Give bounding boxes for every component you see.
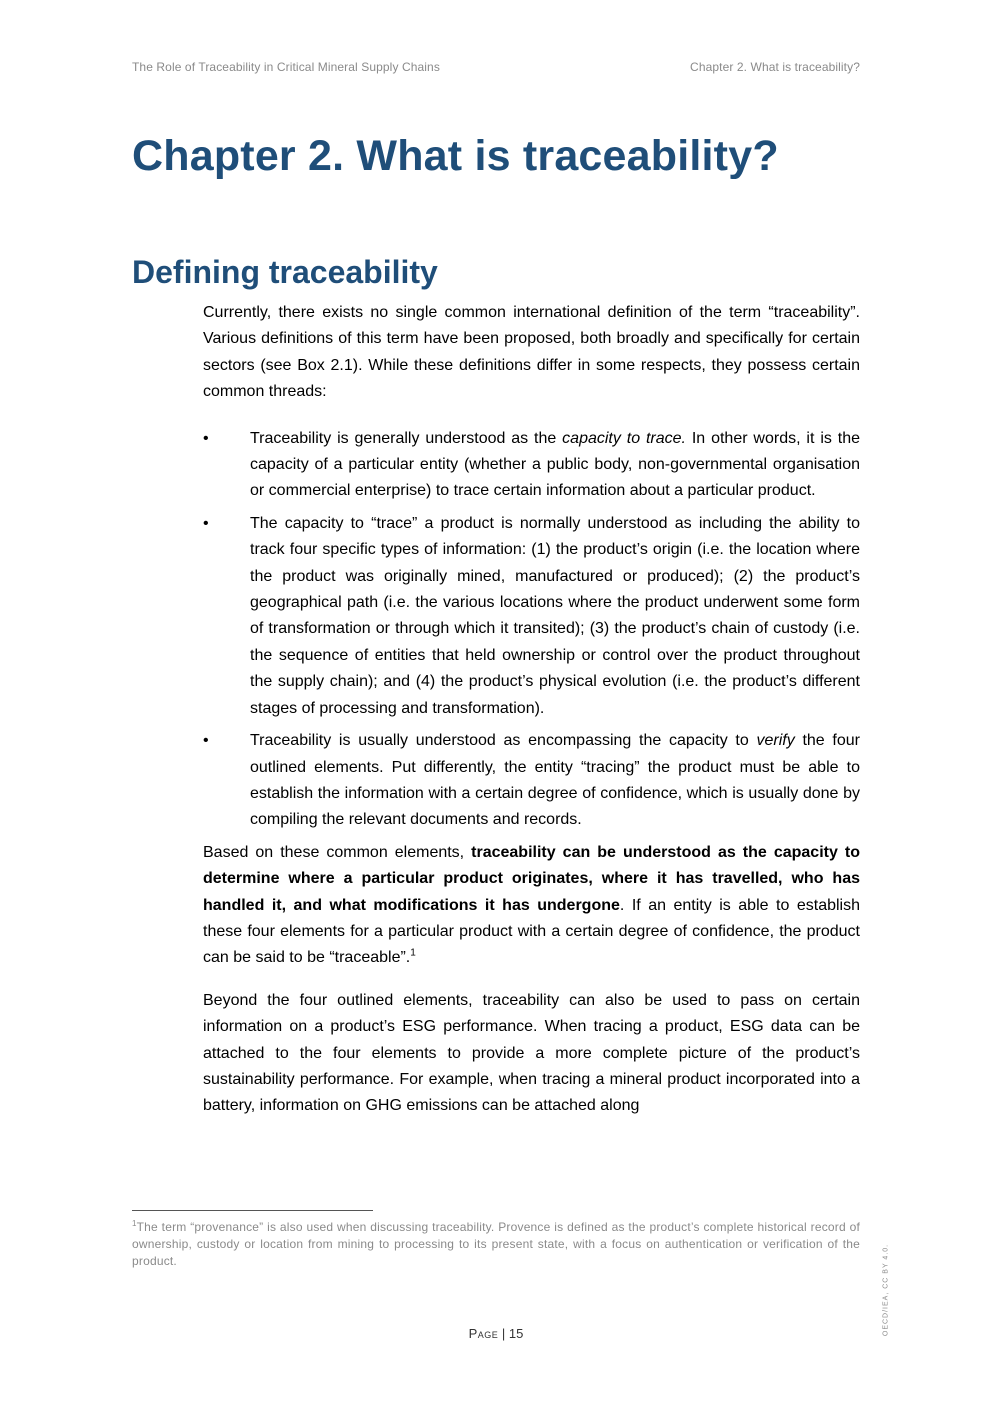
- copyright-credit: OECD/IEA, CC BY 4.0.: [882, 1243, 890, 1337]
- esg-paragraph: Beyond the four outlined elements, traceability can also be used to pass on certain information on a product’s ESG performance. When tracing a product, ESG data can be attached to the four elements to provide a more complete picture of the product’s sustainability performance. For example, when tracing a mineral product incorporated into a battery, information on GHG emissions can be attached along: [203, 991, 860, 1115]
- running-header-chapter: Chapter 2. What is traceability?: [690, 60, 860, 74]
- chapter-title: Chapter 2. What is traceability?: [132, 132, 779, 180]
- bullet-emphasis: verify: [756, 732, 795, 750]
- intro-paragraph: Currently, there exists no single common international definition of the term “traceability”. Various definitions of this term have been proposed, both broadly and specifically for certain sectors (see Box 2.1). While these definitions differ in some respects, they possess certain common threads:: [203, 304, 860, 401]
- definition-paragraph: [203, 840, 860, 972]
- common-threads-list: [203, 426, 860, 834]
- section-title: Defining traceability: [132, 254, 438, 290]
- definition-bold: traceability can be understood as the capacity to determine where a particular product originates, where it has travelled, who has handled it, and what modifications it has undergone: [203, 843, 860, 914]
- list-item: [203, 426, 860, 505]
- definition-text-before: Based on these common elements,: [203, 843, 472, 861]
- running-header-title: The Role of Traceability in Critical Mineral Supply Chains: [132, 60, 440, 74]
- footnote-divider: [132, 1210, 373, 1211]
- list-item: [203, 511, 860, 722]
- footnote-text: The term “provenance” is also used when discussing traceability. Provence is defined as the product’s complete historical record of ownership, custody or location from mining to processing to its present state, with a focus on authentication or verification of the product.: [132, 1220, 860, 1268]
- bullet-text-before: Traceability is usually understood as encompassing the capacity to: [250, 732, 757, 750]
- bullet-icon: •: [203, 514, 209, 532]
- footnote: [132, 1219, 860, 1270]
- footnote-number: 1: [132, 1219, 137, 1228]
- page-number-value: 15: [508, 1326, 524, 1341]
- bullet-text: The capacity to “trace” a product is normally understood as including the ability to track four specific types of information: (1) the product’s origin (i.e. the location where the product was originally mined, manufactured or produced); (2) the product’s geographical path (i.e. the various locations where the product underwent some form of transformation or through which it transited); (3) the product’s chain of custody (i.e. the sequence of entities that held ownership or control over the product throughout the supply chain); and (4) the product’s physical evolution (i.e. the product’s different stages of processing and transformation).: [250, 514, 860, 717]
- footnote-reference[interactable]: 1: [410, 948, 416, 960]
- bullet-text-before: Traceability is generally understood as the: [250, 429, 563, 447]
- bullet-icon: •: [203, 732, 209, 750]
- page-separator: |: [498, 1326, 509, 1341]
- body-text: [203, 300, 860, 1120]
- bullet-text-after: In other words, it is the capacity of a particular entity (whether a public body, non-governmental organisation or commercial enterprise) to trace certain information about a particular product.: [250, 429, 860, 500]
- bullet-text-after: the four outlined elements. Put differently, the entity “tracing” the product must be able to establish the information with a certain degree of confidence, which is usually done by compiling the relevant documents and records.: [250, 732, 860, 829]
- bullet-icon: •: [203, 429, 209, 447]
- list-item: [203, 728, 860, 834]
- page-number: [0, 1326, 992, 1341]
- definition-text-after: . If an entity is able to establish these four elements for a particular product with a certain degree of confidence, the product can be said to be “traceable”.: [203, 896, 860, 967]
- page-label: Page: [468, 1326, 499, 1341]
- bullet-emphasis: capacity to trace.: [562, 429, 686, 447]
